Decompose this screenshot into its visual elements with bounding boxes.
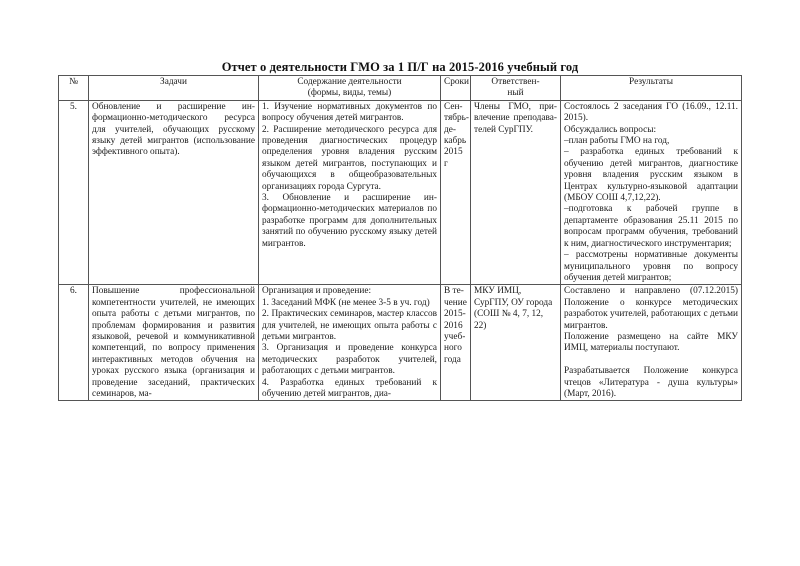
table-row <box>59 100 742 285</box>
cell-responsible: Члены ГМО, привлечение преподавателей СурГПУ. <box>471 100 561 285</box>
column-header-terms: Сроки <box>441 76 471 101</box>
cell-results: Составлено и направлено (07.12.2015) Положение о конкурсе методических разработок учителей, работающих с детьми мигрантов. Положение размещено на сайте МКУ ИМЦ, материалы поступают. Разрабатывается Положение конкурса чтецов «Литература - душа культуры» (Март, 2016). <box>561 285 742 401</box>
column-header-content <box>259 76 441 101</box>
cell-content: Организация и проведение: 1. Заседаний МФК (не менее 3-5 в уч. год) 2. Практических семинаров, мастер классов для учителей, не имеющих опыта работы с детьми мигрантов. 3. Организация и проведение конкурса методических разработок учителей, работающих с детьми мигрантов. 4. Разработка единых требований к обучению детей мигрантов, диа- <box>259 285 441 401</box>
column-header-responsible-line2: ный <box>507 88 524 99</box>
table-header-row <box>59 76 742 101</box>
cell-tasks: Обновление и расширение информационно-методического ресурса для учителей, обучающих русскому языку детей мигрантов (использование эффективного опыта). <box>89 100 259 285</box>
column-header-number: № <box>59 76 89 101</box>
column-header-tasks: Задачи <box>89 76 259 101</box>
column-header-responsible <box>471 76 561 101</box>
cell-results: Состоялось 2 заседания ГО (16.09., 12.11. 2015). Обсуждались вопросы: –план работы ГМО на год, – разработка единых требований к обучению детей мигрантов, диагностике уровня владения русским языком в Центрах культурно-языковой адаптации (МБОУ СОШ 4,7,12,22). –подготовка к рабочей группе в департаменте образования 25.11 2015 по вопросам программ обучения, требований к ним, диагностического инструментария; – рассмотрены нормативные документы муниципального уровня по вопросу обучения детей мигрантов; <box>561 100 742 285</box>
column-header-results: Результаты <box>561 76 742 101</box>
page-title: Отчет о деятельности ГМО за 1 П/Г на 2015-2016 учебный год <box>221 60 579 74</box>
report-table <box>58 75 742 401</box>
table-body <box>59 100 742 401</box>
cell-content: 1. Изучение нормативных документов по вопросу обучения детей мигрантов. 2. Расширение методического ресурса для проведения диагностических процедур определения уровня владения русским языком детей мигрантов, поступающих и обучающихся в общеобразовательных организациях города Сургута. 3. Обновление и расширение информационно-методических материалов по разработке программ для дополнительных занятий по обучению русскому языку детей мигрантов. <box>259 100 441 285</box>
cell-tasks: Повышение профессиональной компетентности учителей, не имеющих опыта работы с детьми мигрантов, по проблемам формирования и развития языковой, речевой и коммуникативной компетенций, по вопросу применения интерактивных методов обучения на уроках русского языка (организация и проведение заседаний, практических семинаров, ма- <box>89 285 259 401</box>
table-header <box>59 76 742 101</box>
column-header-content-line1: Содержание деятельности <box>297 77 402 87</box>
column-header-content-line2: (формы, виды, темы) <box>307 88 392 99</box>
cell-terms: В течение 2015-2016 учебного года <box>441 285 471 401</box>
cell-responsible: МКУ ИМЦ, СурГПУ, ОУ города (СОШ № 4, 7, 12, 22) <box>471 285 561 401</box>
cell-number: 5. <box>59 100 89 285</box>
column-header-responsible-line1: Ответствен- <box>491 77 540 87</box>
cell-number: 6. <box>59 285 89 401</box>
cell-terms: Сентябрь-декабрь 2015 г <box>441 100 471 285</box>
table-row <box>59 285 742 401</box>
